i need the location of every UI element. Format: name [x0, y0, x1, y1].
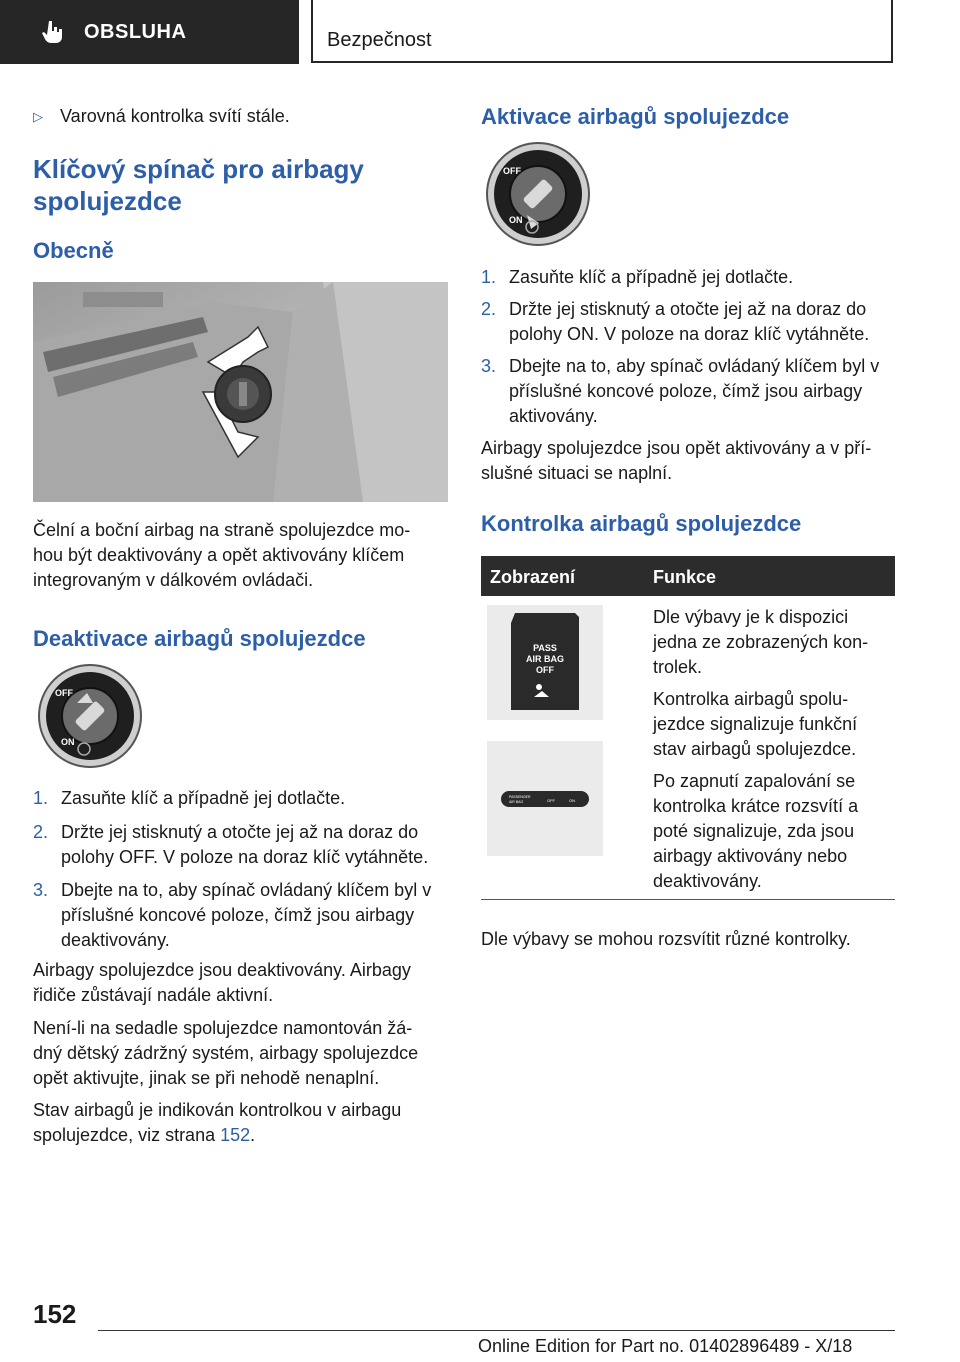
step-text: deaktivovány. — [61, 930, 170, 950]
step-item — [481, 297, 897, 347]
text-line: Dle výbavy je k dispozici — [653, 607, 849, 627]
knob-off-label: OFF — [503, 166, 521, 176]
passenger-airbag-strip-indicator — [487, 741, 603, 856]
subheading-deactivate: Deaktivace airbagů spolujezdce — [33, 626, 366, 651]
table-bottom-rule — [481, 899, 895, 900]
section-title-line: Klíčový spínač pro airbagy — [33, 154, 364, 184]
hand-pointer-icon — [40, 19, 66, 45]
step-text: Zasuňte klíč a případně jej dotlačte. — [61, 788, 346, 808]
text-line: jezdce signalizuje funkční — [653, 714, 858, 734]
subheading-activate: Aktivace airbagů spolujezdce — [481, 104, 790, 129]
step-text: Zasuňte klíč a případně jej dotlačte. — [509, 267, 794, 287]
table-header-display: Zobrazení — [490, 567, 576, 587]
text-line: řidiče zůstávají nadále aktivní. — [33, 985, 274, 1005]
section-title-line: spolujezdce — [33, 186, 182, 216]
deactivated-paragraph — [33, 958, 411, 1008]
indicator-text: OFF — [547, 798, 555, 803]
step-text: Dbejte na to, aby spínač ovládaný klíčem byl v — [61, 880, 432, 900]
text-line: opět aktivujte, jinak se při nehodě nenaplní. — [33, 1068, 380, 1088]
dashboard-photo — [33, 282, 448, 502]
text-line: Airbagy spolujezdce jsou opět aktivovány a v pří- — [481, 438, 872, 458]
indicator-table-header — [481, 556, 895, 596]
step-text: polohy ON. V poloze na doraz klíč vytáhněte. — [509, 324, 870, 344]
text-line: Není-li na sedadle spolujezdce namontován žá- — [33, 1018, 413, 1038]
text-line: deaktivovány. — [653, 871, 762, 891]
general-paragraph — [33, 518, 410, 593]
text-line: poté signalizuje, zda jsou — [653, 821, 855, 841]
text-line: Čelní a boční airbag na straně spolujezdce mo- — [33, 520, 411, 540]
step-text: aktivovány. — [509, 406, 598, 426]
step-text: Dbejte na to, aby spínač ovládaný klíčem byl v — [509, 356, 880, 376]
step-text: příslušné koncové poloze, čímž jsou airbagy — [509, 381, 863, 401]
text-line: Po zapnutí zapalování se — [653, 771, 856, 791]
bullet-item — [33, 106, 290, 127]
knob-on-label: ON — [509, 215, 523, 225]
text-line: kontrolka krátce rozsvítí a — [653, 796, 859, 816]
subheading-indicator: Kontrolka airbagů spolujezdce — [481, 511, 802, 536]
indicator-thumb-strip — [487, 741, 603, 856]
step-item — [33, 786, 449, 811]
text-line: slušné situaci se naplní. — [481, 463, 673, 483]
seat-icon — [536, 684, 542, 690]
section-tab — [0, 0, 299, 64]
step-item — [481, 265, 897, 290]
dashboard-illustration — [33, 282, 448, 502]
chapter-tab — [311, 0, 893, 63]
step-number: 1. — [33, 788, 49, 808]
text-line: Airbagy spolujezdce jsou deaktivovány. Airbagy — [33, 960, 411, 980]
step-text: Držte jej stisknutý a otočte jej až na doraz do — [509, 299, 867, 319]
footer-edition: Online Edition for Part no. 01402896489 - X/18 — [478, 1336, 853, 1356]
text-line: dný dětský zádržný systém, airbagy spolujezdce — [33, 1043, 419, 1063]
closing-paragraph: Dle výbavy se mohou rozsvítit různé kontrolky. — [481, 929, 851, 949]
child-seat-paragraph — [33, 1016, 418, 1091]
section-label: OBSLUHA — [84, 20, 187, 43]
text-line: spolujezdce, viz strana — [33, 1125, 221, 1145]
text-line: jedna ze zobrazených kon- — [653, 632, 869, 652]
text-line: . — [250, 1125, 256, 1145]
text-line: Kontrolka airbagů spolu- — [653, 689, 849, 709]
text-line: integrovaným v dálkovém ovládači. — [33, 570, 314, 590]
step-item — [33, 878, 449, 953]
step-text: příslušné koncové poloze, čímž jsou airbagy — [61, 905, 415, 925]
indicator-text: AIR BAG — [526, 654, 564, 664]
table-header-function: Funkce — [653, 567, 717, 587]
text-line: hou být deaktivovány a opět aktivovány klíčem — [33, 545, 405, 565]
bullet-text: Varovná kontrolka svítí stále. — [60, 106, 290, 126]
page-reference-link[interactable]: 152 — [220, 1125, 251, 1145]
indicator-thumb-button — [487, 605, 603, 720]
airbag-key-switch-on-illustration — [485, 141, 591, 247]
function-paragraph-1 — [653, 605, 868, 680]
step-text: Držte jej stisknutý a otočte jej až na doraz do — [61, 822, 419, 842]
page-number: 152 — [33, 1299, 77, 1329]
section-title — [33, 153, 364, 217]
function-paragraph-3 — [653, 769, 858, 894]
text-line: Stav airbagů je indikován kontrolkou v airbagu — [33, 1100, 402, 1120]
step-number: 2. — [33, 822, 49, 842]
text-line: stav airbagů spolujezdce. — [653, 739, 857, 759]
triangle-bullet-icon: ▷ — [33, 109, 43, 124]
indicator-text: OFF — [536, 665, 554, 675]
text-line: trolek. — [653, 657, 703, 677]
knob-off-label: OFF — [55, 688, 73, 698]
function-paragraph-2 — [653, 687, 857, 762]
chapter-label: Bezpečnost — [327, 29, 432, 51]
step-number: 3. — [481, 356, 497, 376]
indicator-text: PASS — [533, 643, 557, 653]
step-text: polohy OFF. V poloze na doraz klíč vytáhněte. — [61, 847, 429, 867]
activated-paragraph — [481, 436, 871, 486]
text-line: airbagy aktivovány nebo — [653, 846, 848, 866]
indicator-text: ON — [569, 798, 575, 803]
step-number: 3. — [33, 880, 49, 900]
indicator-text: AIR BAG — [509, 800, 524, 804]
step-item — [481, 354, 897, 429]
airbag-key-switch-off-illustration — [37, 663, 143, 769]
subheading-general: Obecně — [33, 238, 114, 263]
pass-airbag-off-indicator — [487, 605, 603, 720]
knob-on-label: ON — [61, 737, 75, 747]
step-item — [33, 820, 449, 870]
step-number: 2. — [481, 299, 497, 319]
step-number: 1. — [481, 267, 497, 287]
indicator-text: PASSENGER — [509, 795, 531, 799]
footer-rule — [98, 1330, 895, 1331]
status-paragraph — [33, 1098, 401, 1148]
